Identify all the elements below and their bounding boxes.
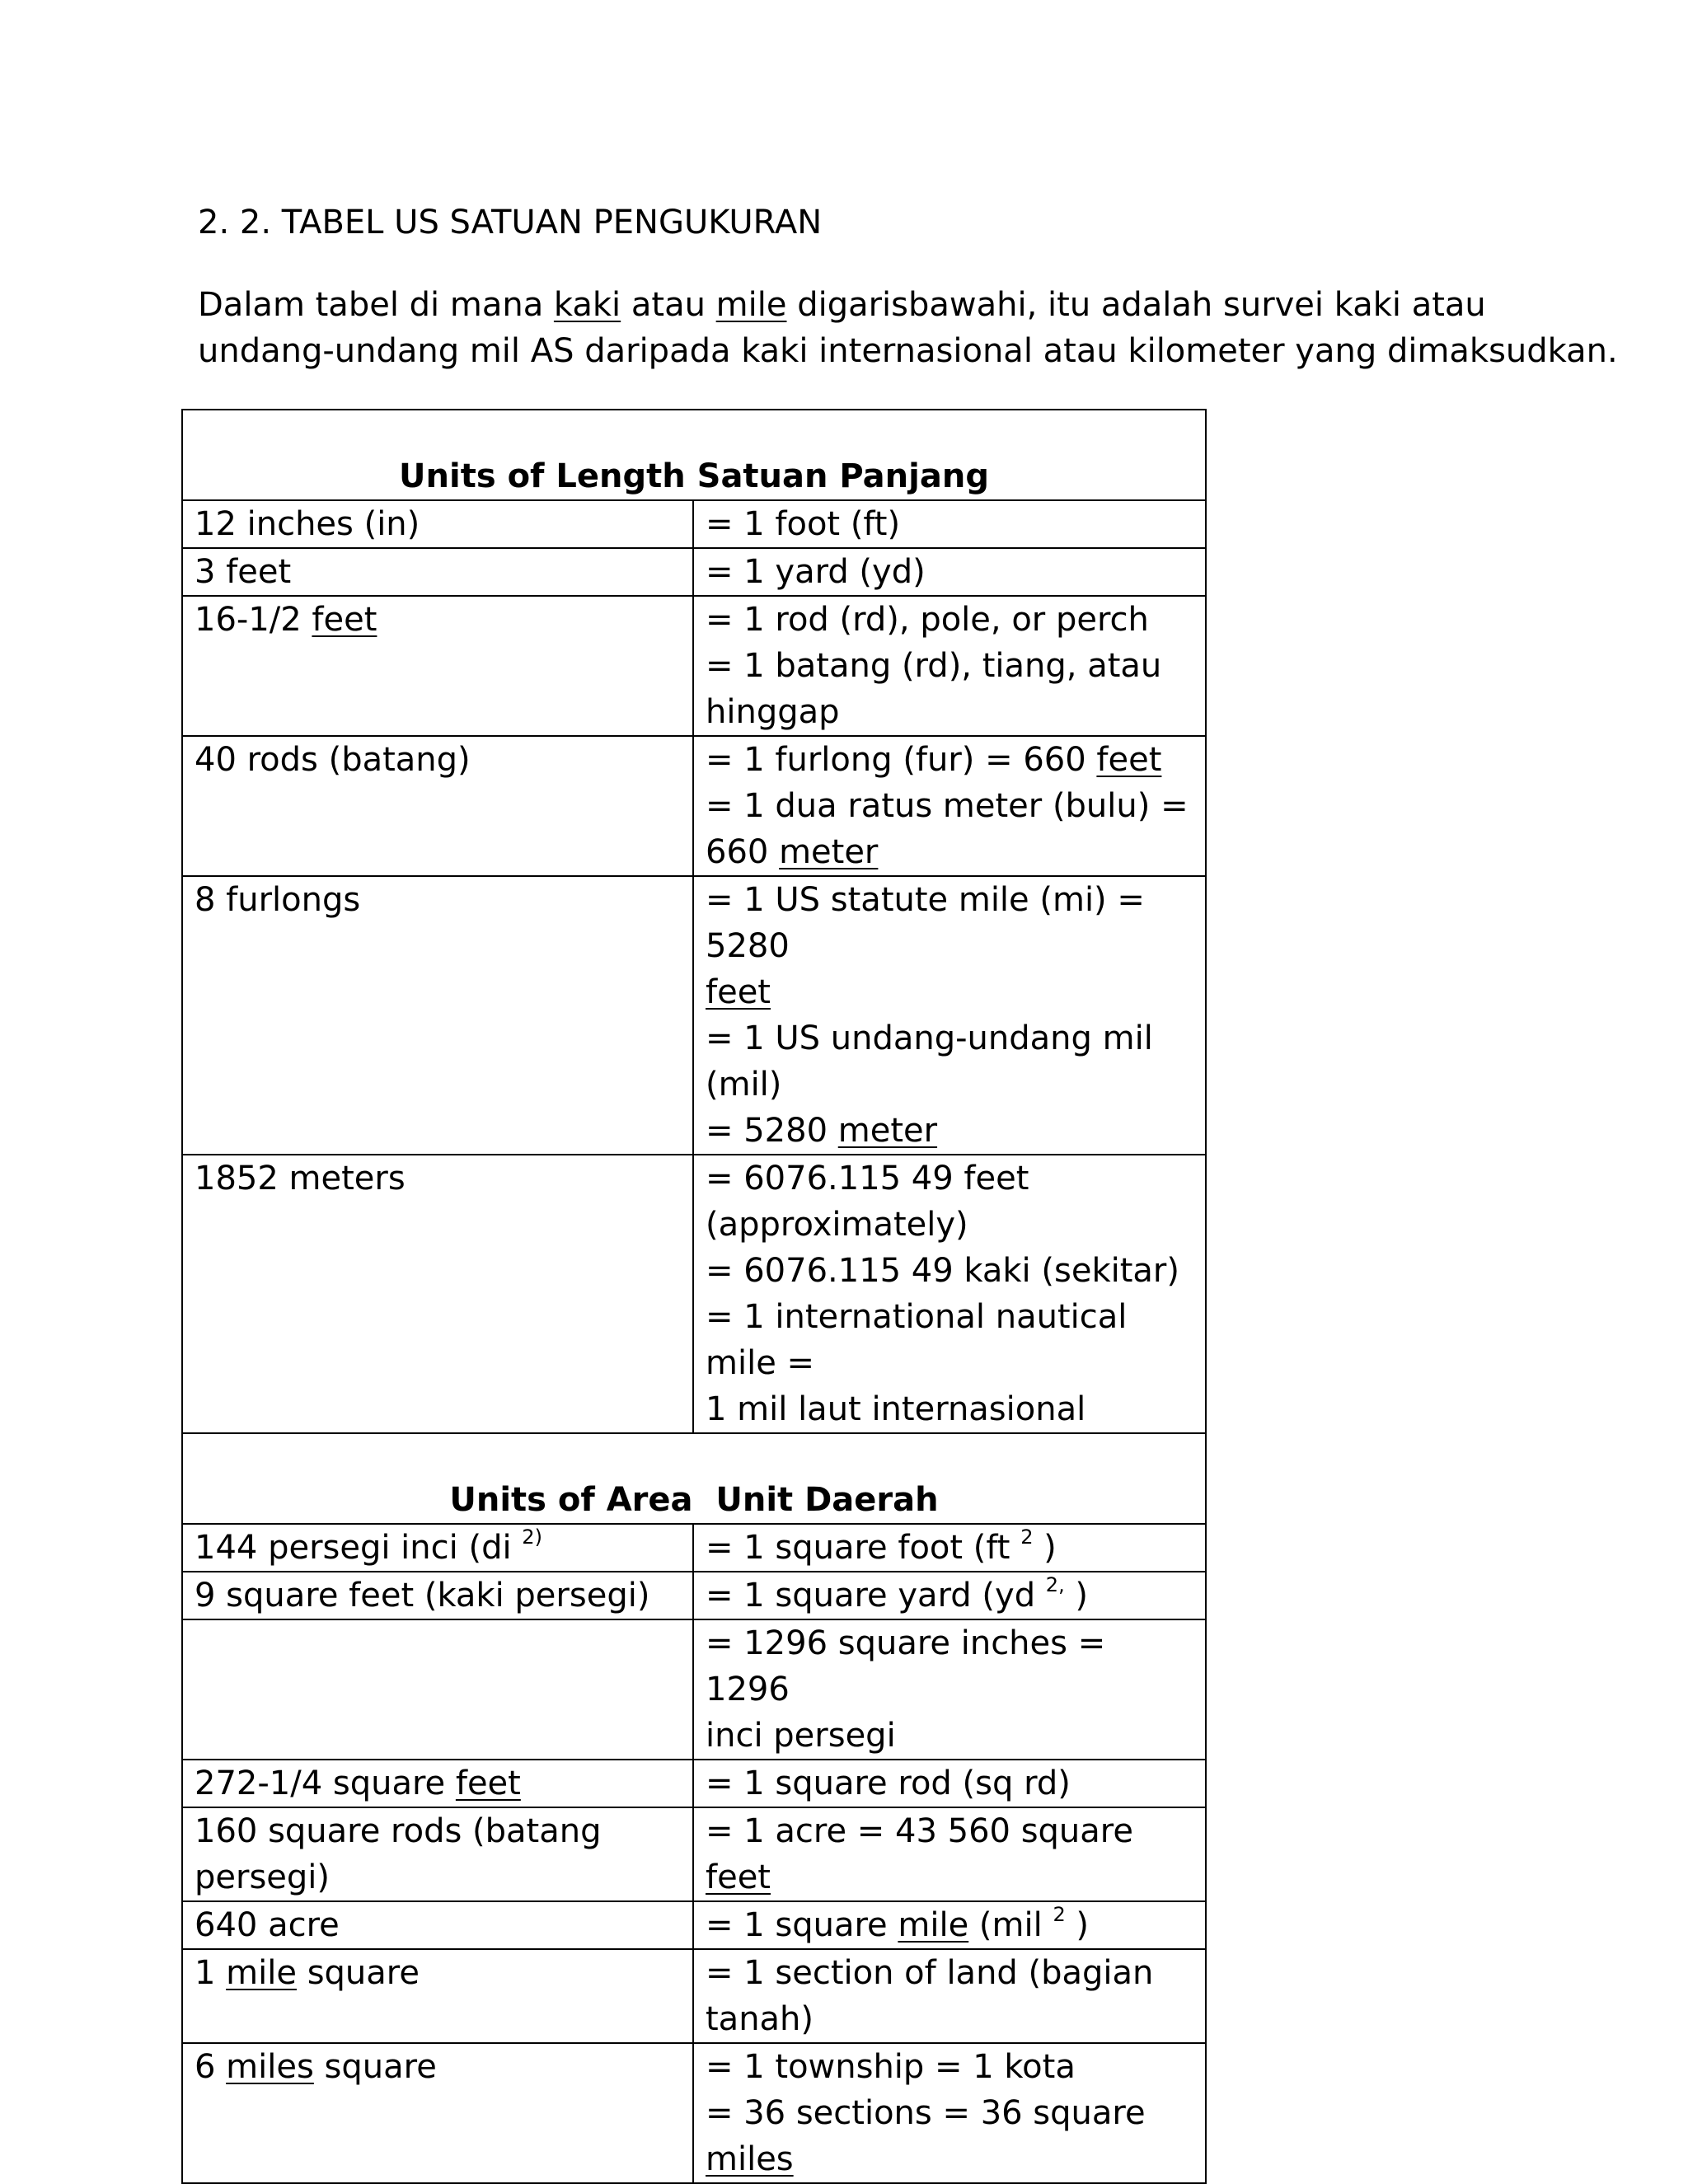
intro-line-2: undang-undang mil AS daripada kaki internasional atau kilometer yang dimaksudkan. xyxy=(198,332,1618,370)
table-row xyxy=(182,2043,1206,2183)
table-row xyxy=(182,1524,1206,1572)
area-section-title: Units of Area Unit Daerah xyxy=(182,1433,1206,1524)
units-table xyxy=(181,409,1207,2184)
cell-left: 1852 meters xyxy=(182,1155,693,1433)
length-title-row xyxy=(182,410,1206,500)
table-row xyxy=(182,1572,1206,1619)
length-section-title: Units of Length Satuan Panjang xyxy=(182,410,1206,500)
table-row xyxy=(182,736,1206,876)
cell-left: 9 square feet (kaki persegi) xyxy=(182,1572,693,1619)
table-row xyxy=(182,1155,1206,1433)
cell-right: = 1 rod (rd), pole, or perch = 1 batang (rd), tiang, atau hinggap xyxy=(693,596,1206,736)
page-heading: 2. 2. TABEL US SATUAN PENGUKURAN xyxy=(198,204,823,241)
table-row xyxy=(182,548,1206,596)
cell-left: 16-1/2 feet xyxy=(182,596,693,736)
cell-left: 3 feet xyxy=(182,548,693,596)
cell-left: 40 rods (batang) xyxy=(182,736,693,876)
table-row xyxy=(182,1807,1206,1901)
cell-left: 160 square rods (batang persegi) xyxy=(182,1807,693,1901)
underlined-mile: mile xyxy=(715,286,787,324)
cell-left: 640 acre xyxy=(182,1901,693,1949)
cell-right: = 1 section of land (bagian tanah) xyxy=(693,1949,1206,2043)
underlined-kaki: kaki xyxy=(553,286,621,324)
cell-left: 144 persegi inci (di $^{2)}$ xyxy=(182,1524,693,1572)
table-row xyxy=(182,500,1206,548)
table-row xyxy=(182,876,1206,1155)
intro-paragraph xyxy=(198,282,1618,374)
cell-left: 6 miles square xyxy=(182,2043,693,2183)
cell-right: = 1 furlong (fur) = 660 feet = 1 dua ratus meter (bulu) = 660 meter xyxy=(693,736,1206,876)
cell-right: = 6076.115 49 feet (approximately) = 6076.115 49 kaki (sekitar) = 1 international nautical mile = 1 mil laut internasional xyxy=(693,1155,1206,1433)
cell-right: = 1 square rod (sq rd) xyxy=(693,1760,1206,1807)
cell-left: 8 furlongs xyxy=(182,876,693,1155)
table-row xyxy=(182,1901,1206,1949)
table-row xyxy=(182,596,1206,736)
area-title-row xyxy=(182,1433,1206,1524)
cell-right: = 1 square foot (ft $^2$ ) xyxy=(693,1524,1206,1572)
cell-right: = 1 square mile (mil $^2$ ) xyxy=(693,1901,1206,1949)
table-row xyxy=(182,1619,1206,1760)
table-row xyxy=(182,1760,1206,1807)
cell-right: = 1 township = 1 kota = 36 sections = 36 square miles xyxy=(693,2043,1206,2183)
cell-right: = 1 US statute mile (mi) = 5280 feet = 1 US undang-undang mil (mil) = 5280 meter xyxy=(693,876,1206,1155)
cell-right: = 1 foot (ft) xyxy=(693,500,1206,548)
cell-left: 272-1/4 square feet xyxy=(182,1760,693,1807)
cell-right: = 1 acre = 43 560 square feet xyxy=(693,1807,1206,1901)
cell-left xyxy=(182,1619,693,1760)
table-row xyxy=(182,1949,1206,2043)
intro-line-1: Dalam tabel di mana kaki atau mile digarisbawahi, itu adalah survei kaki atau xyxy=(198,286,1486,324)
cell-right: = 1 square yard (yd $^{2,}$ ) xyxy=(693,1572,1206,1619)
cell-left: 1 mile square xyxy=(182,1949,693,2043)
cell-left: 12 inches (in) xyxy=(182,500,693,548)
cell-right: = 1 yard (yd) xyxy=(693,548,1206,596)
cell-right: = 1296 square inches = 1296 inci persegi xyxy=(693,1619,1206,1760)
